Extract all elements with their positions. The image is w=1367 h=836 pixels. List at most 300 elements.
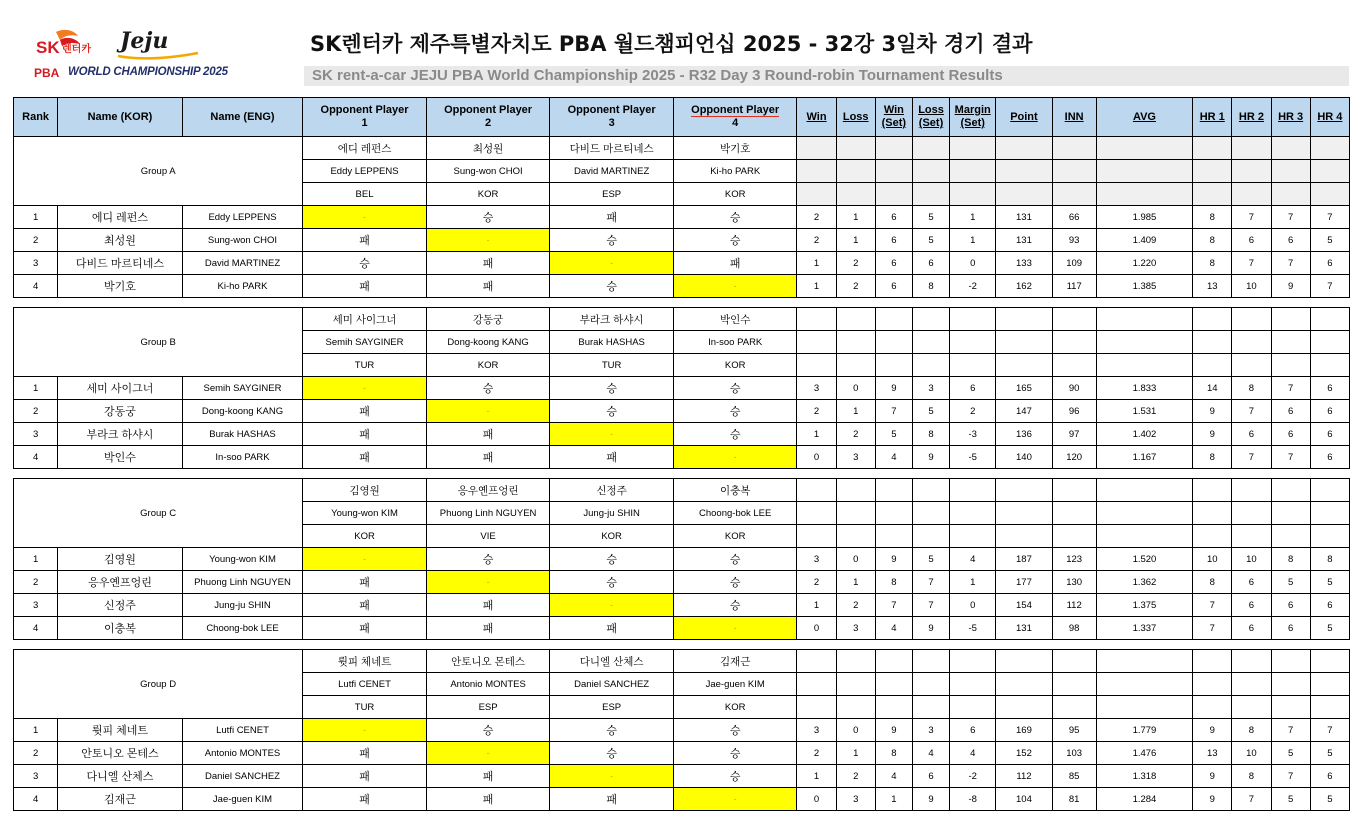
empty-stat-cell (1310, 502, 1349, 525)
name-kor-cell: 에디 레펀스 (58, 206, 183, 229)
avg-cell: 1.520 (1096, 548, 1192, 571)
name-eng-cell: Burak HASHAS (182, 423, 303, 446)
hr4-cell: 7 (1310, 206, 1349, 229)
margin-set-cell: -8 (950, 788, 996, 811)
empty-stat-cell (1310, 673, 1349, 696)
col-header-hr3: HR 3 (1271, 98, 1310, 137)
empty-stat-cell (1193, 650, 1232, 673)
empty-stat-cell (950, 308, 996, 331)
vs-opponent-1-cell: 패 (303, 446, 427, 469)
hr2-cell: 7 (1232, 400, 1271, 423)
hr2-cell: 10 (1232, 548, 1271, 571)
col-header-opponent-3-number: 3 (608, 117, 615, 129)
win-set-cell: 6 (875, 229, 912, 252)
hr4-cell: 6 (1310, 423, 1349, 446)
hr3-cell: 8 (1271, 548, 1310, 571)
opponent-name-kor: 박인수 (673, 308, 797, 331)
opponent-name-kor: 다비드 마르티네스 (550, 137, 674, 160)
vs-opponent-1-cell: 패 (303, 742, 427, 765)
point-cell: 131 (996, 617, 1052, 640)
col-header-win-set-line1: Win (883, 104, 904, 116)
opponent-name-eng: Ki-ho PARK (673, 160, 797, 183)
empty-stat-cell (950, 137, 996, 160)
hr3-cell: 7 (1271, 719, 1310, 742)
empty-stat-cell (950, 160, 996, 183)
margin-set-cell: 1 (950, 229, 996, 252)
col-header-margin-set-line1: Margin (954, 104, 991, 116)
opponent-nationality: TUR (550, 354, 674, 377)
loss-set-cell: 9 (912, 788, 949, 811)
vs-opponent-4-cell: 승 (673, 571, 797, 594)
empty-stat-cell (1271, 696, 1310, 719)
loss-cell: 0 (836, 548, 875, 571)
group-label: Group D (14, 650, 303, 719)
vs-opponent-3-cell: 패 (550, 788, 674, 811)
rank-cell: 2 (14, 742, 58, 765)
margin-set-cell: 6 (950, 377, 996, 400)
group-opponent-row (14, 650, 1350, 673)
col-header-hr2: HR 2 (1232, 98, 1271, 137)
empty-stat-cell (996, 650, 1052, 673)
loss-set-cell: 4 (912, 742, 949, 765)
vs-opponent-3-cell: - (550, 765, 674, 788)
empty-stat-cell (1096, 331, 1192, 354)
hr1-cell: 9 (1193, 765, 1232, 788)
avg-cell: 1.375 (1096, 594, 1192, 617)
player-row (14, 423, 1350, 446)
hr4-cell: 5 (1310, 229, 1349, 252)
group-spacer-cell (14, 298, 1350, 308)
empty-stat-cell (1232, 673, 1271, 696)
vs-opponent-3-cell: 승 (550, 400, 674, 423)
empty-stat-cell (797, 696, 836, 719)
col-header-inn: INN (1052, 98, 1096, 137)
empty-stat-cell (1193, 479, 1232, 502)
name-kor-cell: 신정주 (58, 594, 183, 617)
opponent-nationality: KOR (550, 525, 674, 548)
hr2-cell: 10 (1232, 742, 1271, 765)
loss-cell: 2 (836, 275, 875, 298)
col-header-point: Point (996, 98, 1052, 137)
page-title-english: SK rent-a-car JEJU PBA World Championship 2025 - R32 Day 3 Round-robin Tournament Results (312, 67, 1003, 84)
inn-cell: 97 (1052, 423, 1096, 446)
vs-opponent-2-cell: 패 (426, 594, 550, 617)
hr3-cell: 7 (1271, 252, 1310, 275)
hr1-cell: 9 (1193, 719, 1232, 742)
name-kor-cell: 륏피 체네트 (58, 719, 183, 742)
hr2-cell: 6 (1232, 571, 1271, 594)
vs-opponent-1-cell: 패 (303, 788, 427, 811)
avg-cell: 1.476 (1096, 742, 1192, 765)
vs-opponent-1-cell: 패 (303, 423, 427, 446)
hr1-cell: 8 (1193, 229, 1232, 252)
loss-set-cell: 9 (912, 446, 949, 469)
empty-stat-cell (996, 308, 1052, 331)
name-eng-cell: Phuong Linh NGUYEN (182, 571, 303, 594)
win-set-cell: 9 (875, 719, 912, 742)
empty-stat-cell (1193, 331, 1232, 354)
win-set-cell: 9 (875, 377, 912, 400)
hr1-cell: 8 (1193, 206, 1232, 229)
empty-stat-cell (912, 525, 949, 548)
hr4-cell: 5 (1310, 788, 1349, 811)
empty-stat-cell (1232, 502, 1271, 525)
opponent-name-kor: 세미 사이그너 (303, 308, 427, 331)
vs-opponent-2-cell: 승 (426, 377, 550, 400)
empty-stat-cell (836, 673, 875, 696)
win-set-cell: 8 (875, 742, 912, 765)
name-kor-cell: 부라크 하샤시 (58, 423, 183, 446)
point-cell: 131 (996, 229, 1052, 252)
win-cell: 1 (797, 275, 836, 298)
group-spacer-cell (14, 469, 1350, 479)
empty-stat-cell (1052, 137, 1096, 160)
hr3-cell: 6 (1271, 594, 1310, 617)
rank-cell: 2 (14, 400, 58, 423)
opponent-name-eng: David MARTINEZ (550, 160, 674, 183)
margin-set-cell: -5 (950, 617, 996, 640)
vs-opponent-2-cell: 패 (426, 765, 550, 788)
hr1-cell: 7 (1193, 617, 1232, 640)
empty-stat-cell (836, 308, 875, 331)
empty-stat-cell (875, 137, 912, 160)
empty-stat-cell (950, 525, 996, 548)
loss-cell: 2 (836, 252, 875, 275)
win-set-cell: 8 (875, 571, 912, 594)
point-cell: 154 (996, 594, 1052, 617)
empty-stat-cell (912, 354, 949, 377)
name-eng-cell: David MARTINEZ (182, 252, 303, 275)
empty-stat-cell (1271, 137, 1310, 160)
group-opponent-row (14, 479, 1350, 502)
empty-stat-cell (950, 479, 996, 502)
vs-opponent-2-cell: 패 (426, 788, 550, 811)
win-cell: 0 (797, 788, 836, 811)
vs-opponent-3-cell: 승 (550, 742, 674, 765)
hr4-cell: 7 (1310, 275, 1349, 298)
empty-stat-cell (996, 673, 1052, 696)
empty-stat-cell (950, 183, 996, 206)
col-header-win: Win (797, 98, 836, 137)
hr3-cell: 7 (1271, 446, 1310, 469)
opponent-name-eng: Choong-bok LEE (673, 502, 797, 525)
win-set-cell: 6 (875, 252, 912, 275)
loss-set-cell: 9 (912, 617, 949, 640)
vs-opponent-3-cell: 패 (550, 206, 674, 229)
inn-cell: 109 (1052, 252, 1096, 275)
point-cell: 152 (996, 742, 1052, 765)
group-opponent-row (14, 137, 1350, 160)
player-row (14, 719, 1350, 742)
loss-set-cell: 5 (912, 229, 949, 252)
vs-opponent-2-cell: 승 (426, 206, 550, 229)
col-header-opponent-1 (303, 98, 427, 137)
empty-stat-cell (1193, 525, 1232, 548)
empty-stat-cell (875, 308, 912, 331)
empty-stat-cell (1271, 525, 1310, 548)
loss-set-cell: 3 (912, 377, 949, 400)
opponent-name-eng: Burak HASHAS (550, 331, 674, 354)
opponent-name-eng: Jung-ju SHIN (550, 502, 674, 525)
rank-cell: 4 (14, 617, 58, 640)
loss-set-cell: 5 (912, 548, 949, 571)
empty-stat-cell (836, 137, 875, 160)
empty-stat-cell (996, 502, 1052, 525)
vs-opponent-3-cell: 패 (550, 617, 674, 640)
player-row (14, 594, 1350, 617)
empty-stat-cell (1193, 502, 1232, 525)
point-cell: 140 (996, 446, 1052, 469)
loss-set-cell: 6 (912, 252, 949, 275)
opponent-name-kor: 이충복 (673, 479, 797, 502)
col-header-hr1: HR 1 (1193, 98, 1232, 137)
empty-stat-cell (1193, 673, 1232, 696)
vs-opponent-2-cell: 패 (426, 275, 550, 298)
vs-opponent-4-cell: 승 (673, 229, 797, 252)
page-title-korean: SK렌터카 제주특별자치도 PBA 월드챔피언십 2025 - 32강 3일차 경기 결과 (310, 32, 1033, 56)
opponent-nationality: KOR (673, 354, 797, 377)
opponent-nationality: KOR (426, 354, 550, 377)
rank-cell: 2 (14, 229, 58, 252)
opponent-nationality: ESP (550, 696, 674, 719)
avg-cell: 1.385 (1096, 275, 1192, 298)
vs-opponent-2-cell: - (426, 229, 550, 252)
avg-cell: 1.833 (1096, 377, 1192, 400)
inn-cell: 103 (1052, 742, 1096, 765)
hr4-cell: 5 (1310, 742, 1349, 765)
vs-opponent-2-cell: 승 (426, 548, 550, 571)
group-label: Group A (14, 137, 303, 206)
empty-stat-cell (1096, 502, 1192, 525)
inn-cell: 96 (1052, 400, 1096, 423)
opponent-name-kor: 김재근 (673, 650, 797, 673)
empty-stat-cell (1232, 354, 1271, 377)
empty-stat-cell (836, 696, 875, 719)
loss-cell: 3 (836, 446, 875, 469)
vs-opponent-4-cell: - (673, 617, 797, 640)
name-kor-cell: 세미 사이그너 (58, 377, 183, 400)
win-cell: 0 (797, 446, 836, 469)
win-cell: 0 (797, 617, 836, 640)
empty-stat-cell (875, 331, 912, 354)
hr4-cell: 6 (1310, 594, 1349, 617)
empty-stat-cell (1310, 183, 1349, 206)
point-cell: 165 (996, 377, 1052, 400)
empty-stat-cell (1232, 160, 1271, 183)
empty-stat-cell (836, 331, 875, 354)
vs-opponent-4-cell: 승 (673, 400, 797, 423)
player-row (14, 206, 1350, 229)
rank-cell: 4 (14, 446, 58, 469)
opponent-name-kor: 신정주 (550, 479, 674, 502)
inn-cell: 90 (1052, 377, 1096, 400)
empty-stat-cell (1052, 673, 1096, 696)
empty-stat-cell (797, 502, 836, 525)
empty-stat-cell (950, 696, 996, 719)
group-label: Group B (14, 308, 303, 377)
win-set-cell: 5 (875, 423, 912, 446)
rank-cell: 3 (14, 423, 58, 446)
empty-stat-cell (996, 479, 1052, 502)
empty-stat-cell (1096, 479, 1192, 502)
hr3-cell: 9 (1271, 275, 1310, 298)
opponent-nationality: BEL (303, 183, 427, 206)
col-header-opponent-2-number: 2 (485, 117, 492, 129)
point-cell: 104 (996, 788, 1052, 811)
name-eng-cell: In-soo PARK (182, 446, 303, 469)
win-cell: 3 (797, 548, 836, 571)
group-opponent-row (14, 308, 1350, 331)
hr1-cell: 7 (1193, 594, 1232, 617)
empty-stat-cell (875, 525, 912, 548)
empty-stat-cell (912, 479, 949, 502)
name-kor-cell: 박기호 (58, 275, 183, 298)
empty-stat-cell (996, 331, 1052, 354)
hr3-cell: 7 (1271, 765, 1310, 788)
empty-stat-cell (1232, 137, 1271, 160)
player-row (14, 400, 1350, 423)
empty-stat-cell (912, 183, 949, 206)
name-kor-cell: 다비드 마르티네스 (58, 252, 183, 275)
empty-stat-cell (950, 673, 996, 696)
empty-stat-cell (1193, 354, 1232, 377)
empty-stat-cell (875, 502, 912, 525)
empty-stat-cell (912, 137, 949, 160)
vs-opponent-3-cell: 승 (550, 275, 674, 298)
margin-set-cell: 6 (950, 719, 996, 742)
inn-cell: 117 (1052, 275, 1096, 298)
hr2-cell: 6 (1232, 423, 1271, 446)
vs-opponent-2-cell: - (426, 571, 550, 594)
col-header-opponent-3-label: Opponent Player (567, 104, 656, 116)
opponent-name-kor: 김영원 (303, 479, 427, 502)
loss-cell: 1 (836, 206, 875, 229)
inn-cell: 123 (1052, 548, 1096, 571)
player-row (14, 229, 1350, 252)
hr4-cell: 5 (1310, 617, 1349, 640)
empty-stat-cell (797, 308, 836, 331)
vs-opponent-4-cell: 승 (673, 594, 797, 617)
empty-stat-cell (1096, 137, 1192, 160)
vs-opponent-3-cell: 승 (550, 571, 674, 594)
opponent-name-eng: Semih SAYGINER (303, 331, 427, 354)
empty-stat-cell (1310, 354, 1349, 377)
hr2-cell: 6 (1232, 229, 1271, 252)
hr1-cell: 9 (1193, 400, 1232, 423)
loss-set-cell: 7 (912, 571, 949, 594)
name-kor-cell: 박인수 (58, 446, 183, 469)
margin-set-cell: -5 (950, 446, 996, 469)
vs-opponent-4-cell: 승 (673, 377, 797, 400)
empty-stat-cell (836, 160, 875, 183)
empty-stat-cell (836, 502, 875, 525)
hr4-cell: 7 (1310, 719, 1349, 742)
empty-stat-cell (1310, 696, 1349, 719)
opponent-name-kor: 강동궁 (426, 308, 550, 331)
opponent-nationality: KOR (673, 525, 797, 548)
win-set-cell: 1 (875, 788, 912, 811)
vs-opponent-1-cell: - (303, 719, 427, 742)
player-row (14, 765, 1350, 788)
hr3-cell: 6 (1271, 229, 1310, 252)
point-cell: 133 (996, 252, 1052, 275)
avg-cell: 1.531 (1096, 400, 1192, 423)
hr3-cell: 5 (1271, 788, 1310, 811)
opponent-name-eng: Antonio MONTES (426, 673, 550, 696)
win-set-cell: 4 (875, 617, 912, 640)
empty-stat-cell (1232, 183, 1271, 206)
hr2-cell: 10 (1232, 275, 1271, 298)
loss-cell: 3 (836, 788, 875, 811)
opponent-name-eng: In-soo PARK (673, 331, 797, 354)
hr2-cell: 7 (1232, 206, 1271, 229)
empty-stat-cell (836, 525, 875, 548)
opponent-nationality: VIE (426, 525, 550, 548)
empty-stat-cell (1310, 137, 1349, 160)
hr2-cell: 8 (1232, 377, 1271, 400)
opponent-nationality: TUR (303, 696, 427, 719)
col-header-opponent-2 (426, 98, 550, 137)
player-row (14, 548, 1350, 571)
empty-stat-cell (1271, 308, 1310, 331)
hr1-cell: 8 (1193, 571, 1232, 594)
opponent-name-kor: 다니엘 산체스 (550, 650, 674, 673)
win-cell: 2 (797, 400, 836, 423)
empty-stat-cell (1052, 331, 1096, 354)
empty-stat-cell (1193, 696, 1232, 719)
empty-stat-cell (996, 183, 1052, 206)
rank-cell: 4 (14, 788, 58, 811)
name-eng-cell: Dong-koong KANG (182, 400, 303, 423)
point-cell: 169 (996, 719, 1052, 742)
empty-stat-cell (1096, 183, 1192, 206)
vs-opponent-1-cell: 패 (303, 617, 427, 640)
rank-cell: 3 (14, 765, 58, 788)
player-row (14, 252, 1350, 275)
opponent-name-kor: 부라크 하샤시 (550, 308, 674, 331)
hr4-cell: 6 (1310, 446, 1349, 469)
point-cell: 177 (996, 571, 1052, 594)
empty-stat-cell (875, 696, 912, 719)
empty-stat-cell (1193, 308, 1232, 331)
margin-set-cell: 1 (950, 206, 996, 229)
empty-stat-cell (950, 502, 996, 525)
player-row (14, 446, 1350, 469)
empty-stat-cell (797, 525, 836, 548)
win-cell: 1 (797, 594, 836, 617)
vs-opponent-3-cell: - (550, 252, 674, 275)
name-eng-cell: Sung-won CHOI (182, 229, 303, 252)
name-kor-cell: 다니엘 산체스 (58, 765, 183, 788)
opponent-name-eng: Dong-koong KANG (426, 331, 550, 354)
empty-stat-cell (1271, 183, 1310, 206)
hr1-cell: 9 (1193, 423, 1232, 446)
empty-stat-cell (1232, 650, 1271, 673)
margin-set-cell: 4 (950, 548, 996, 571)
inn-cell: 95 (1052, 719, 1096, 742)
point-cell: 136 (996, 423, 1052, 446)
vs-opponent-4-cell: - (673, 275, 797, 298)
empty-stat-cell (1052, 502, 1096, 525)
point-cell: 131 (996, 206, 1052, 229)
group-label: Group C (14, 479, 303, 548)
empty-stat-cell (1310, 160, 1349, 183)
point-cell: 162 (996, 275, 1052, 298)
vs-opponent-1-cell: 패 (303, 275, 427, 298)
logo-pba-text: PBA (34, 66, 60, 80)
logo-wc-text: WORLD CHAMPIONSHIP 2025 (68, 66, 228, 78)
loss-cell: 0 (836, 719, 875, 742)
